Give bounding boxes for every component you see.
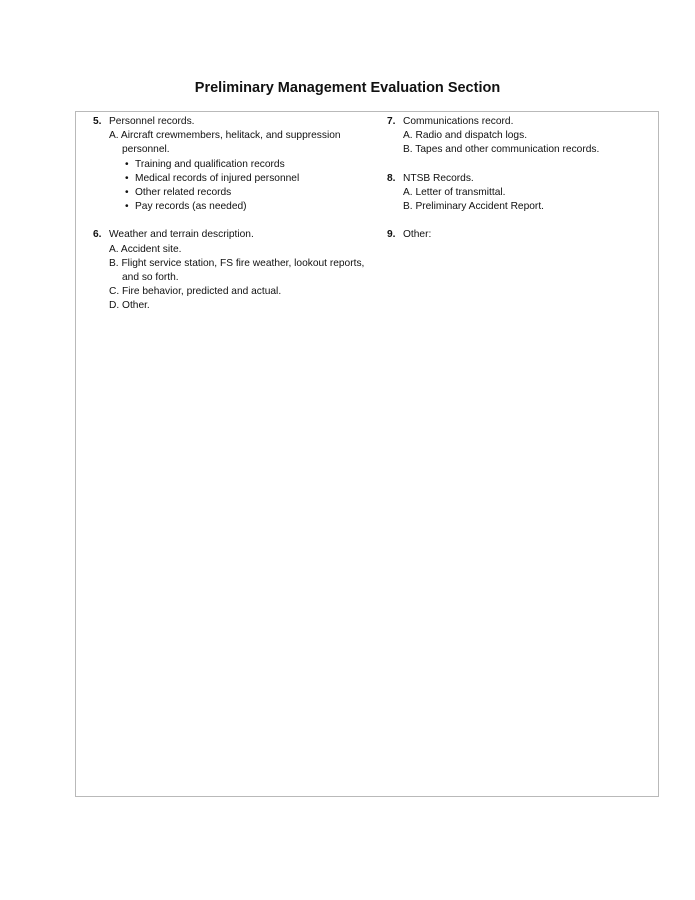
section-number: 9. [387, 229, 396, 241]
section-heading: Communications record. [403, 116, 514, 127]
bullet-item [109, 200, 366, 214]
section-number: 5. [93, 116, 102, 127]
evaluation-content-box [75, 111, 659, 797]
section-7-communications-record [382, 115, 652, 158]
section-9-other [382, 228, 652, 242]
section-heading: NTSB Records. [403, 172, 474, 184]
section-8-ntsb-records [382, 172, 652, 215]
bullet-text: Medical records of injured personnel [135, 172, 300, 184]
section-number: 7. [387, 116, 396, 127]
sub-item: C. Fire behavior, predicted and actual. [109, 286, 282, 298]
sub-item: B. Preliminary Accident Report. [403, 201, 544, 213]
bullet-item [109, 158, 366, 172]
bullet-list [109, 158, 366, 215]
bullet-text: Training and qualification records [135, 158, 285, 170]
bullet-icon: • [125, 172, 129, 184]
section-6-weather-terrain [88, 228, 366, 313]
bullet-text: Pay records (as needed) [135, 201, 247, 213]
sub-item: A. Letter of transmittal. [403, 186, 506, 198]
sub-item: A. Accident site. [109, 243, 182, 255]
sub-item: B. Flight service station, FS fire weather, lookout reports, and so forth. [109, 257, 365, 284]
sub-item: D. Other. [109, 300, 150, 312]
bullet-icon: • [125, 158, 129, 170]
right-column [382, 115, 652, 256]
left-column [88, 115, 366, 328]
section-heading: Other: [403, 229, 432, 241]
bullet-item [109, 186, 366, 200]
bullet-text: Other related records [135, 187, 232, 199]
bullet-item [109, 172, 366, 186]
bullet-icon: • [125, 187, 129, 199]
section-heading: Personnel records. [109, 116, 195, 127]
bullet-icon: • [125, 201, 129, 213]
sub-item: A. Aircraft crewmembers, helitack, and suppression personnel. [109, 130, 341, 156]
section-number: 6. [93, 229, 102, 241]
page-title: Preliminary Management Evaluation Section [194, 80, 501, 96]
section-heading: Weather and terrain description. [109, 229, 254, 241]
section-number: 8. [387, 172, 396, 184]
sub-item: A. Radio and dispatch logs. [403, 130, 528, 142]
sub-item: B. Tapes and other communication records. [403, 144, 600, 156]
section-5-personnel-records [88, 115, 366, 214]
